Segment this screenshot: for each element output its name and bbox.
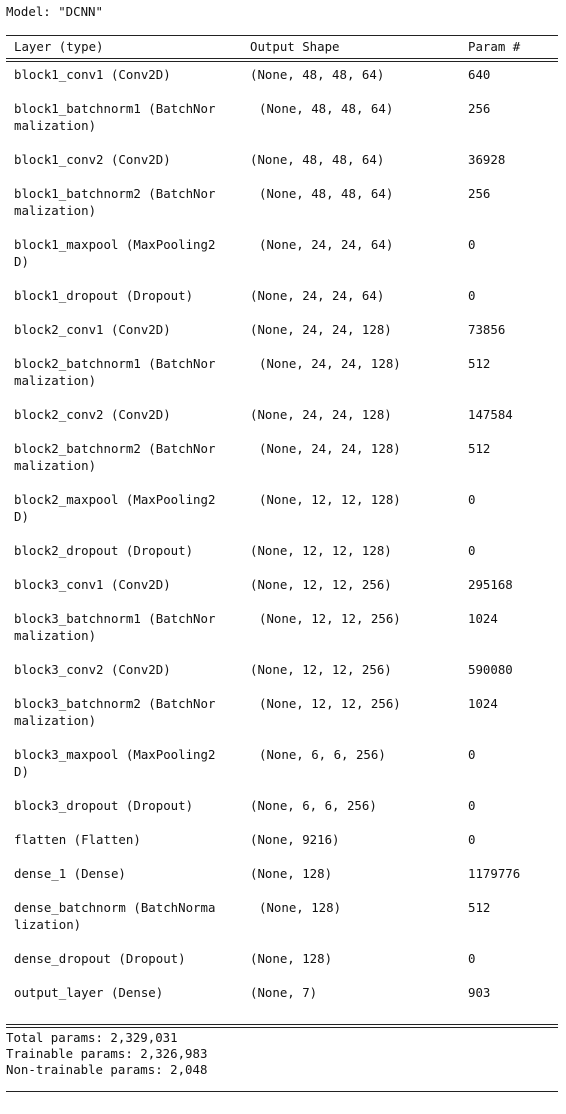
non-trainable-params: Non-trainable params: 2,048 — [6, 1062, 208, 1077]
table-row — [6, 100, 558, 151]
output-shape: (None, 24, 24, 128) — [259, 441, 401, 456]
model-summary — [6, 2, 558, 1092]
header-double-rule — [6, 58, 558, 62]
param-count: 256 — [468, 101, 491, 116]
layer-name: block2_conv1 (Conv2D) — [14, 322, 171, 337]
output-shape: (None, 12, 12, 128) — [259, 492, 401, 507]
param-count: 36928 — [468, 152, 506, 167]
param-count: 903 — [468, 985, 491, 1000]
param-count: 256 — [468, 186, 491, 201]
layer-name: block3_conv1 (Conv2D) — [14, 577, 171, 592]
table-row — [6, 440, 558, 491]
layer-name: block3_batchnorm2 (BatchNor malization) — [14, 696, 216, 728]
output-shape: (None, 6, 6, 256) — [250, 798, 377, 813]
table-row — [6, 746, 558, 797]
param-count: 0 — [468, 747, 476, 762]
table-row — [6, 865, 558, 899]
param-count: 640 — [468, 67, 491, 82]
table-row — [6, 66, 558, 100]
bottom-rule — [6, 1091, 558, 1092]
output-shape: (None, 48, 48, 64) — [250, 67, 385, 82]
output-shape: (None, 24, 24, 128) — [250, 322, 392, 337]
output-shape: (None, 9216) — [250, 832, 340, 847]
layer-name: block1_maxpool (MaxPooling2 D) — [14, 237, 216, 269]
param-count: 0 — [468, 237, 476, 252]
layer-name: block2_conv2 (Conv2D) — [14, 407, 171, 422]
table-row — [6, 236, 558, 287]
param-count: 147584 — [468, 407, 513, 422]
param-count: 512 — [468, 356, 491, 371]
output-shape: (None, 24, 24, 64) — [259, 237, 394, 252]
param-count: 0 — [468, 288, 476, 303]
table-row — [6, 491, 558, 542]
layer-name: flatten (Flatten) — [14, 832, 141, 847]
table-header — [6, 36, 558, 58]
table-row — [6, 287, 558, 321]
output-shape: (None, 48, 48, 64) — [259, 186, 394, 201]
layer-name: block1_batchnorm2 (BatchNor malization) — [14, 186, 216, 218]
param-count: 1179776 — [468, 866, 521, 881]
output-shape: (None, 48, 48, 64) — [259, 101, 394, 116]
footer-double-rule — [6, 1024, 558, 1028]
header-output-shape: Output Shape — [250, 39, 340, 54]
param-count: 590080 — [468, 662, 513, 677]
layer-name: block1_batchnorm1 (BatchNor malization) — [14, 101, 216, 133]
table-row — [6, 355, 558, 406]
layer-name: dense_batchnorm (BatchNorma lization) — [14, 900, 216, 932]
table-row — [6, 797, 558, 831]
param-count: 512 — [468, 900, 491, 915]
output-shape: (None, 12, 12, 256) — [259, 696, 401, 711]
table-row — [6, 542, 558, 576]
layer-name: block2_batchnorm1 (BatchNor malization) — [14, 356, 216, 388]
output-shape: (None, 12, 12, 256) — [259, 611, 401, 626]
layer-name: block2_maxpool (MaxPooling2 D) — [14, 492, 216, 524]
table-row — [6, 984, 558, 1018]
table-row — [6, 321, 558, 355]
param-count: 295168 — [468, 577, 513, 592]
output-shape: (None, 128) — [259, 900, 342, 915]
param-count: 0 — [468, 543, 476, 558]
layer-name: block1_conv1 (Conv2D) — [14, 67, 171, 82]
table-row — [6, 831, 558, 865]
output-shape: (None, 24, 24, 64) — [250, 288, 385, 303]
output-shape: (None, 12, 12, 128) — [250, 543, 392, 558]
table-row — [6, 576, 558, 610]
table-row — [6, 406, 558, 440]
totals — [6, 1030, 558, 1078]
total-params: Total params: 2,329,031 — [6, 1030, 178, 1045]
output-shape: (None, 12, 12, 256) — [250, 577, 392, 592]
param-count: 0 — [468, 492, 476, 507]
output-shape: (None, 48, 48, 64) — [250, 152, 385, 167]
table-row — [6, 185, 558, 236]
param-count: 1024 — [468, 696, 498, 711]
layer-name: block1_conv2 (Conv2D) — [14, 152, 171, 167]
layer-name: output_layer (Dense) — [14, 985, 164, 1000]
table-row — [6, 950, 558, 984]
output-shape: (None, 12, 12, 256) — [250, 662, 392, 677]
table-row — [6, 610, 558, 661]
param-count: 73856 — [468, 322, 506, 337]
table-row — [6, 695, 558, 746]
param-count: 0 — [468, 798, 476, 813]
trainable-params: Trainable params: 2,326,983 — [6, 1046, 208, 1061]
layer-name: block2_dropout (Dropout) — [14, 543, 194, 558]
header-param: Param # — [468, 39, 521, 54]
header-layer: Layer (type) — [14, 39, 104, 54]
table-row — [6, 661, 558, 695]
layer-name: block3_batchnorm1 (BatchNor malization) — [14, 611, 216, 643]
output-shape: (None, 128) — [250, 951, 333, 966]
model-name: Model: "DCNN" — [6, 4, 103, 19]
layer-name: block2_batchnorm2 (BatchNor malization) — [14, 441, 216, 473]
param-count: 0 — [468, 951, 476, 966]
output-shape: (None, 128) — [250, 866, 333, 881]
table-row — [6, 899, 558, 950]
layer-name: block1_dropout (Dropout) — [14, 288, 194, 303]
table-row — [6, 151, 558, 185]
param-count: 512 — [468, 441, 491, 456]
layer-name: dense_1 (Dense) — [14, 866, 126, 881]
output-shape: (None, 7) — [250, 985, 318, 1000]
layer-name: block3_conv2 (Conv2D) — [14, 662, 171, 677]
layer-name: block3_maxpool (MaxPooling2 D) — [14, 747, 216, 779]
layer-name: dense_dropout (Dropout) — [14, 951, 186, 966]
layer-rows — [6, 66, 558, 1018]
param-count: 0 — [468, 832, 476, 847]
output-shape: (None, 24, 24, 128) — [250, 407, 392, 422]
layer-name: block3_dropout (Dropout) — [14, 798, 194, 813]
param-count: 1024 — [468, 611, 498, 626]
output-shape: (None, 24, 24, 128) — [259, 356, 401, 371]
output-shape: (None, 6, 6, 256) — [259, 747, 386, 762]
